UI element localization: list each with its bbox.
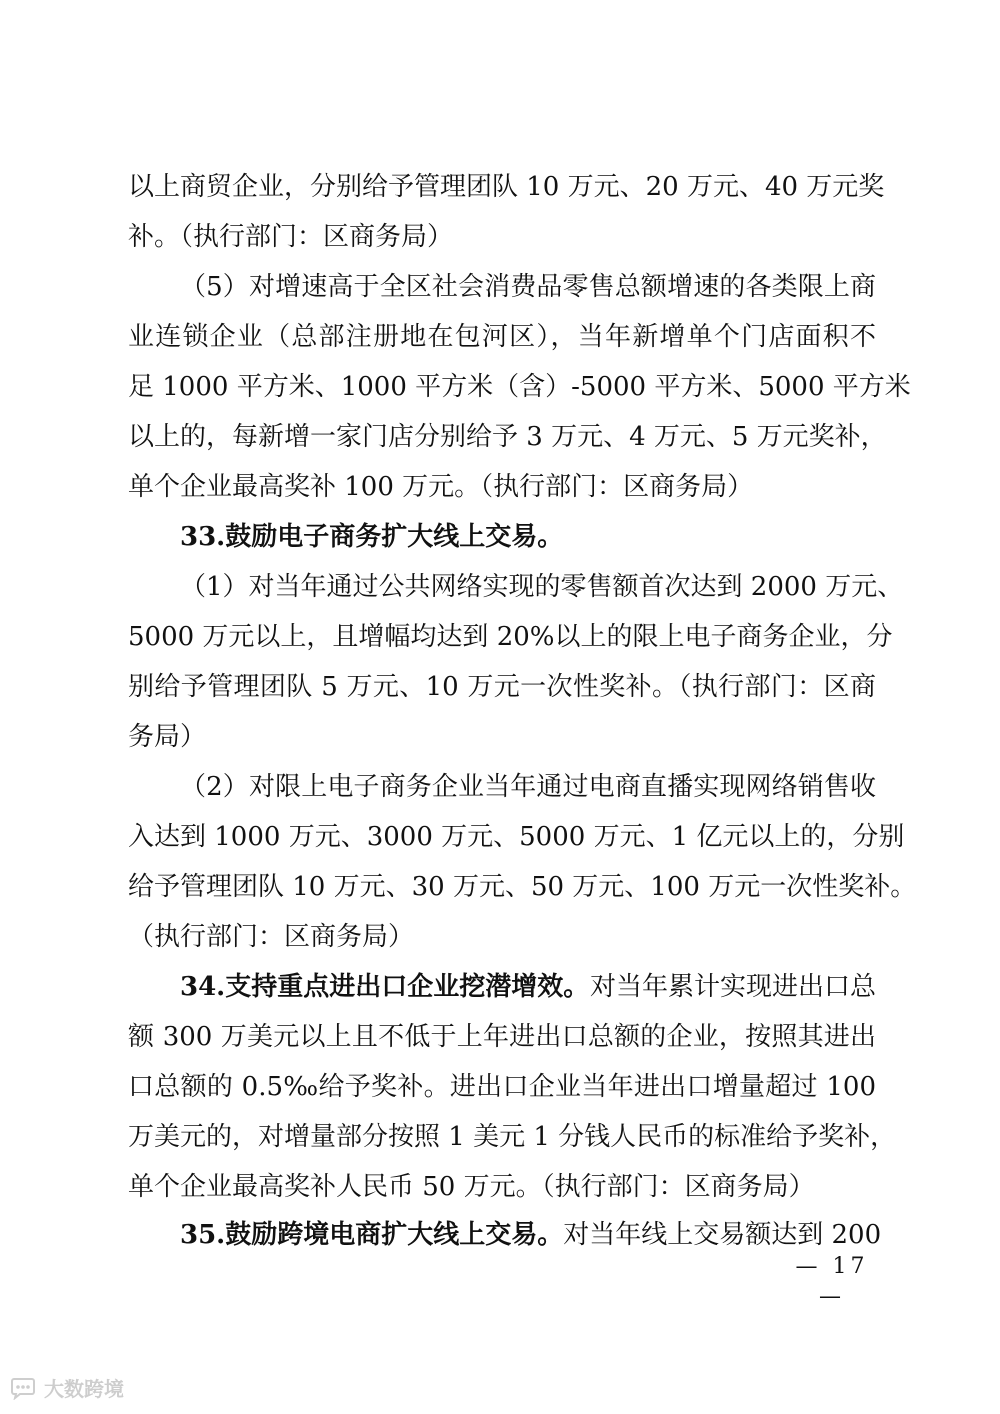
paragraph-line-12: 务局） — [128, 722, 207, 752]
section-paragraph-35 — [180, 1218, 882, 1252]
paragraph-line-9: （1）对当年通过公共网络实现的零售额首次达到 2000 万元、 — [180, 572, 904, 602]
section-paragraph-34 — [180, 970, 876, 1004]
paragraph-line-13: （2）对限上电子商务企业当年通过电商直播实现网络销售收 — [180, 772, 876, 802]
paragraph-line-21: 单个企业最高奖补人民币 50 万元。（执行部门：区商务局） — [128, 1172, 815, 1202]
paragraph-line-15: 给予管理团队 10 万元、30 万元、50 万元、100 万元一次性奖补。 — [128, 872, 917, 902]
paragraph-line-2: 补。（执行部门：区商务局） — [128, 222, 454, 252]
section-heading-33: 33.鼓励电子商务扩大线上交易。 — [180, 522, 564, 552]
paragraph-line-3: （5）对增速高于全区社会消费品零售总额增速的各类限上商 — [180, 272, 876, 302]
paragraph-line-7: 单个企业最高奖补 100 万元。（执行部门：区商务局） — [128, 472, 754, 502]
paragraph-line-6: 以上的，每新增一家门店分别给予 3 万元、4 万元、5 万元奖补， — [128, 422, 887, 452]
section-heading-35: 35.鼓励跨境电商扩大线上交易。 — [180, 1220, 564, 1250]
paragraph-line-18: 额 300 万美元以上且不低于上年进出口总额的企业，按照其进出 — [128, 1022, 876, 1052]
paragraph-line-22: 对当年线上交易额达到 200 — [563, 1220, 882, 1250]
paragraph-line-5: 足 1000 平方米、1000 平方米（含）-5000 平方米、5000 平方米 — [128, 372, 911, 402]
watermark-text: 大数跨境 — [44, 1377, 124, 1401]
paragraph-line-19: 口总额的 0.5‰给予奖补。进出口企业当年进出口增量超过 100 — [128, 1072, 876, 1102]
paragraph-line-11: 别给予管理团队 5 万元、10 万元一次性奖补。（执行部门：区商 — [128, 672, 876, 702]
paragraph-line-20: 万美元的，对增量部分按照 1 美元 1 分钱人民币的标准给予奖补， — [128, 1122, 897, 1152]
paragraph-line-16: （执行部门：区商务局） — [128, 922, 415, 952]
paragraph-line-10: 5000 万元以上，且增幅均达到 20%以上的限上电子商务企业，分 — [128, 622, 893, 652]
paragraph-line-1: 以上商贸企业，分别给予管理团队 10 万元、20 万元、40 万元奖 — [128, 172, 885, 202]
paragraph-line-17: 对当年累计实现进出口总 — [589, 972, 876, 1002]
paragraph-line-4: 业连锁企业（总部注册地在包河区），当年新增单个门店面积不 — [128, 322, 876, 352]
watermark — [8, 1378, 124, 1400]
paragraph-line-14: 入达到 1000 万元、3000 万元、5000 万元、1 亿元以上的，分别 — [128, 822, 905, 852]
chat-bubble-icon — [8, 1378, 38, 1400]
section-heading-34: 34.支持重点进出口企业挖潜增效。 — [180, 972, 590, 1002]
page-number: — 17 — — [795, 1254, 869, 1309]
